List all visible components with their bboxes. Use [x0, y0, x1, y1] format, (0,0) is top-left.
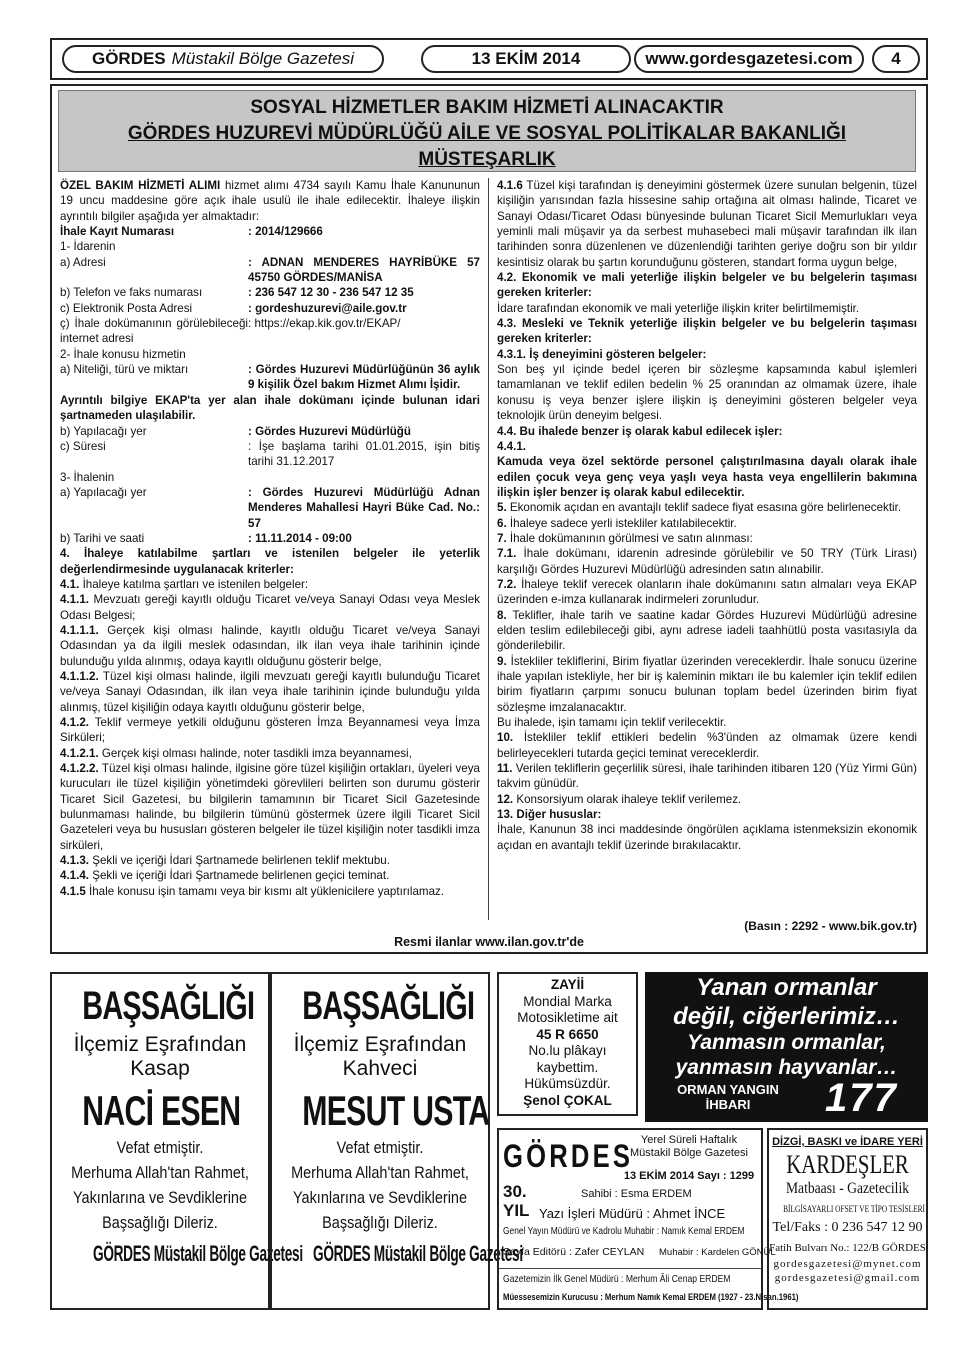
- lost-plate-notice: [497, 972, 638, 1116]
- notice-left-column: [60, 178, 480, 920]
- clause-text: Konsorsiyum olarak ihaleye teklif verilemez.: [513, 792, 742, 806]
- clause-bold: 9.: [497, 654, 507, 668]
- website-pill[interactable]: [634, 45, 864, 73]
- clause-text: Tüzel kişi olması halinde, ilgili mevzuatı gereği kayıtlı bulunduğu Ticaret ve/veya Sanayi Odasından, ilk ilan veya ihale tarihinin içinde bulunduğu yılda alınmış, tüzel kişiliğin odaya kayıtlı olduğunu gösterir belge,: [60, 670, 480, 714]
- ayrinti-text: Ayrıntılı bilgiye EKAP'ta yer alan ihale dokümanı içinde bulunan idari şartnameden ulaşılabilir.: [60, 393, 480, 423]
- page-number-pill: [872, 45, 920, 73]
- clause-paragraph: [497, 577, 917, 608]
- clause-paragraph: [60, 715, 480, 746]
- clause-bold: 4.1.1.1.: [60, 623, 99, 637]
- condolence-line4: Merhuma Allah'tan Rahmet,: [71, 1163, 249, 1182]
- zayi-plate: 45 R 6650: [536, 1026, 599, 1042]
- deceased-name: MESUT USTA: [302, 1087, 490, 1134]
- masthead-issue: 13 EKİM 2014 Sayı : 1299: [623, 1170, 755, 1182]
- condolence-line3: Vefat etmiştir.: [116, 1138, 204, 1157]
- clause-paragraph: [497, 454, 917, 500]
- clause-paragraph: [60, 577, 480, 592]
- clause-bold: 4.1.2.2.: [60, 762, 99, 776]
- clause-paragraph: [60, 592, 480, 623]
- condolence-title: BAŞSAĞLIĞI: [82, 984, 255, 1028]
- clause-paragraph: [497, 531, 917, 546]
- clause-paragraph: [60, 669, 480, 715]
- clause-bold: 4.1.: [60, 577, 80, 591]
- ihale-yer-value: : Gördes Huzurevi Müdürlüğü Adnan Menderes Mahallesi Hayri Büke Cad. No.: 57: [248, 485, 480, 530]
- condolence-line6: Başsağlığı Dileriz.: [102, 1213, 218, 1232]
- clause-bold: 13. Diğer hususlar:: [497, 808, 602, 822]
- clause-text: İstekliler teklif ettikleri bedelin %3'ünden az olmamak üzere kendi belirleyecekleri tutarda geçici teminat vereceklerdir.: [497, 731, 917, 760]
- clause-bold: 4.1.1.2.: [60, 670, 99, 683]
- clause-bold: 5.: [497, 501, 507, 515]
- date-pill: [421, 45, 631, 73]
- clause-bold: 7.1.: [497, 547, 517, 561]
- basin-credit: (Basın : 2292 - www.bik.gov.tr): [744, 919, 917, 933]
- telefon-label: b) Telefon ve faks numarası: [60, 286, 203, 300]
- clause-paragraph: [497, 715, 917, 730]
- clause-paragraph: [497, 608, 917, 654]
- clause-bold: 4.1.3.: [60, 854, 90, 868]
- masthead-founder: Müessesemizin Kurucusu : Merhum Namık Kemal ERDEM (1927 - 23.Nisan.1961): [503, 1292, 799, 1302]
- printer-email2[interactable]: gordesgazetesi@gmail.com: [774, 1272, 921, 1284]
- clause-paragraph: [497, 500, 917, 515]
- condolence-footer: GÖRDES Müstakil Bölge Gazetesi: [93, 1241, 303, 1266]
- notice-right-column: [497, 178, 917, 920]
- eposta-value[interactable]: : gordeshuzurevi@aile.gov.tr: [248, 301, 407, 315]
- clause-bold: 11.: [497, 762, 513, 776]
- clause-paragraph: [60, 761, 480, 853]
- clause-paragraph: [60, 853, 480, 868]
- clause-bold: 10.: [497, 731, 514, 745]
- forest-hotline-label: [653, 1082, 803, 1112]
- printer-info: [767, 1128, 928, 1310]
- clause-bold: Kamuda veya özel sektörde personel çalıştırılmasına dayalı olarak ihale edilen çocuk veya genç veya yaşlı veya hasta veya engellilerin bakımına ilişkin işler benzer iş olarak kabul edilecektir.: [497, 455, 917, 499]
- condolence-line4: Merhuma Allah'tan Rahmet,: [291, 1163, 469, 1182]
- yer-value: : Gördes Huzurevi Müdürlüğü: [248, 424, 411, 438]
- printer-services: BİLGİSAYARLI OFSET VE TİPO TESİSLERİ: [783, 1204, 926, 1214]
- forest-line2: değil, ciğerlerimiz…: [673, 1003, 900, 1030]
- deceased-name: NACİ ESEN: [82, 1087, 241, 1134]
- clause-bold: 4.4. Bu ihalede benzer iş olarak kabul edilecek işler:: [497, 424, 783, 438]
- clause-paragraph: [497, 516, 917, 531]
- clause-text: Ekonomik açıdan en avantajlı teklif sadece fiyat esasına göre belirlenecektir.: [506, 501, 902, 515]
- zayi-line5: kaybettim.: [536, 1059, 599, 1075]
- clause-paragraph: [497, 178, 917, 270]
- clause-text: İhale dokümanının görülmesi ve satın alınması:: [506, 531, 753, 545]
- condolence-title: BAŞSAĞLIĞI: [302, 984, 475, 1028]
- masthead-separator: [499, 1268, 761, 1269]
- intro-text: hizmet alımı 4734 sayılı Kamu İhale Kanununun 19 uncu maddesine göre açık ihale usulü ile ihale edilecektir. İhaleye ilişkin ayrıntılı bilgiler aşağıda yer almaktadır:: [60, 179, 480, 223]
- clause-bold: 4.1.4.: [60, 869, 90, 883]
- notice-title-line1: SOSYAL HİZMETLER BAKIM HİZMETİ ALINACAKTIR: [250, 97, 724, 118]
- clause-paragraph: [60, 623, 480, 669]
- clause-paragraph: [497, 439, 917, 454]
- printer-sub: Matbaası - Gazetecilik: [785, 1180, 910, 1197]
- masthead-type1: Yerel Süreli Haftalık: [640, 1134, 738, 1146]
- masthead-type2: Müstakil Bölge Gazetesi: [630, 1147, 748, 1159]
- clause-bold: 12.: [497, 792, 514, 806]
- printer-email1[interactable]: gordesgazetesi@mynet.com: [773, 1258, 922, 1270]
- issue-date: 13 EKİM 2014: [471, 49, 581, 68]
- condolence-line1: İlçemiz Eşrafından: [73, 1033, 247, 1056]
- condolence-line2: Kasap: [130, 1057, 190, 1080]
- paper-name: GÖRDES: [91, 49, 166, 68]
- intro-bold: ÖZEL BAKIM HİZMETİ ALIMI: [60, 179, 221, 192]
- zayi-line1: Mondial Marka: [523, 993, 612, 1009]
- clause-paragraph: [497, 301, 917, 316]
- printer-tel: Tel/Faks : 0 236 547 12 90: [772, 1220, 923, 1235]
- clause-paragraph: [497, 822, 917, 853]
- clause-bold: 4.1.6: [497, 179, 523, 192]
- condolence-line3: Vefat etmiştir.: [336, 1138, 424, 1157]
- clause-paragraph: [497, 730, 917, 761]
- clause-paragraph: [497, 362, 917, 423]
- masthead-name: GÖRDES: [503, 1138, 634, 1174]
- clause-text: İhale, Kanunun 38 inci maddesinde öngörülen açıklama istenmeksizin ekonomik açıdan en avantajlı teklif üzerinde bırakılacaktır.: [497, 823, 917, 852]
- clause-text: İhaleye katılma şartları ve istenilen belgeler:: [79, 577, 309, 591]
- condolence-line6: Başsağlığı Dileriz.: [322, 1213, 438, 1232]
- clause-text: Son beş yıl içinde bedel içeren bir sözleşme kapsamında kabul işlemleri tamamlanan ve teklif edilen bedelin % 25 oranından az olmamak üzere, ihale konusu iş veya benzer işlere ilişkin iş deneyimini gösteren belgeler veya teknolojik ürün deneyim belgesi.: [497, 363, 917, 423]
- dokuman-label: ç) İhale dokümanının görülebileceği internet adresi: [60, 317, 248, 346]
- masthead-first-manager: Gazetemizin İlk Genel Müdürü : Merhum Âli Cenap ERDEM: [503, 1274, 731, 1285]
- clause-text: İhale konusu işin tamamı veya bir kısmı alt yüklenicilere yaptırılamaz.: [85, 884, 445, 898]
- clause-text: Gerçek kişi olması halinde, kayıtlı olduğu Ticaret ve/veya Sanayi Odasından ya da ilgili meslek odasından, ilk ilan veya ihale tarihinin içinde bulunduğu yılda alınmış, odaya kayıtlı olduğunu gösterir belge,: [60, 623, 480, 668]
- eposta-label: c) Elektronik Posta Adresi: [60, 301, 193, 315]
- zayi-owner: Şenol ÇOKAL: [523, 1092, 612, 1108]
- clause-text: Şekli ve içeriği İdari Şartnamede belirlenen teklif mektubu.: [89, 854, 390, 868]
- masthead-year-num: 30.: [503, 1182, 527, 1201]
- masthead-year: [503, 1182, 529, 1220]
- clause-bold: 4.1.5: [60, 884, 86, 898]
- condolence-line1: İlçemiz Eşrafından: [293, 1033, 467, 1056]
- clause-text: Tüzel kişi tarafından iş deneyimini göstermek üzere sunulan belgenin, tüzel kişiliğin yarısından fazla hissesine sahip ortağına ait olması halinde, Ticaret ve Sanayi Odası/Ticaret Odası bünyesinde bulunan Ticaret Sicil Memurlukları veya yeminli mali müşavir ya da serbest muhasebeci mali müşavir tarafından ilk ilan tarihinden sonra düzenlenen ve düzenlendiği tarihten geriye doğru son bir yıldır kesintisiz olarak bu şartın korunduğunu gösteren, standart forma uygun belge,: [497, 179, 917, 269]
- masthead: [497, 1128, 799, 1310]
- yer-label: b) Yapılacağı yer: [60, 424, 147, 438]
- konu-heading: 2- İhale konusu hizmetin: [60, 347, 186, 361]
- kayit-value: : 2014/129666: [248, 225, 323, 239]
- clause-paragraph: [497, 761, 917, 792]
- masthead-year-word: YIL: [503, 1201, 530, 1220]
- telefon-value: : 236 547 12 30 - 236 547 12 35: [248, 286, 414, 300]
- ihalenin-heading: 3- İhalenin: [60, 470, 115, 484]
- clause-bold: 4. İhaleye katılabilme şartları ve istenilen belgeler ile yeterlik değerlendirmesinde uygulanacak kriterler:: [60, 547, 480, 576]
- clause-paragraph: [497, 347, 917, 362]
- fire-hotline-number: 177: [825, 1076, 898, 1120]
- left-clauses: [60, 546, 480, 899]
- clause-paragraph: [60, 546, 480, 577]
- masthead-page-editor: Sayfa Editörü : Zafer CEYLAN: [503, 1246, 645, 1258]
- clause-bold: 7.2.: [497, 577, 517, 591]
- zayi-line6: Hükümsüzdür.: [524, 1076, 611, 1091]
- clause-bold: 4.1.2.1.: [60, 746, 99, 760]
- masthead-editor: Yazı İşleri Müdürü : Ahmet İNCE: [539, 1206, 726, 1221]
- clause-paragraph: [497, 270, 917, 301]
- clause-text: Mevzuatı gereği kayıtlı olduğu Ticaret ve/veya Sanayi Odası veya Meslek Odası Belgesi;: [60, 593, 480, 622]
- clause-text: Verilen tekliflerin geçerlilik süresi, ihale tarihinden itibaren 120 (Yüz Yirmi Gün) takvim günüdür.: [497, 762, 917, 791]
- clause-bold: 4.4.1.: [497, 439, 527, 453]
- forest-line1: Yanan ormanlar: [696, 974, 877, 1001]
- clause-paragraph: [497, 792, 917, 807]
- clause-text: Şekli ve içeriği İdari Şartnamede belirlenen geçici teminat.: [89, 869, 390, 883]
- masthead-reporter: Muhabir : Kardelen GÖNÜL: [659, 1247, 776, 1258]
- clause-bold: 4.3. Mesleki ve Teknik yeterliğe ilişkin belgeler ve bu belgelerin taşıması gereken kriterler:: [497, 317, 917, 346]
- clause-paragraph: [60, 884, 480, 899]
- condolence-line5: Yakınlarına ve Sevdiklerine: [292, 1188, 468, 1207]
- clause-bold: 7.: [497, 531, 507, 545]
- page-number: 4: [891, 49, 901, 68]
- condolence-naci-esen: [50, 972, 303, 1310]
- clause-bold: 6.: [497, 516, 507, 530]
- right-clauses: [497, 178, 917, 853]
- clause-paragraph: [497, 807, 917, 822]
- printer-head: DİZGİ, BASKI ve İDARE YERİ: [772, 1136, 923, 1148]
- website-link[interactable]: www.gordesgazetesi.com: [645, 49, 853, 68]
- clause-text: Teklifler, ihale tarih ve saatine kadar Gördes Huzurevi Müdürlüğü adresine elden teslim edilebileceği gibi, aynı adrese iadeli taahhütlü posta vasıtasıyla da gönderilebilir.: [497, 608, 917, 653]
- zayi-title: ZAYİİ: [550, 977, 585, 992]
- suresi-label: c) Süresi: [60, 439, 106, 453]
- forest-line5: ORMAN YANGIN: [677, 1082, 779, 1097]
- dokuman-value[interactable]: : https://ekap.kik.gov.tr/EKAP/: [248, 317, 401, 331]
- forest-line4: yanmasın hayvanlar…: [675, 1056, 898, 1079]
- paper-name-pill: [62, 45, 384, 73]
- masthead-general: Genel Yayın Müdürü ve Kadrolu Muhabir : Namık Kemal ERDEM: [503, 1226, 745, 1237]
- clause-bold: 4.1.1.: [60, 593, 90, 607]
- clause-text: Tüzel kişi olması halinde, ilgisine göre tüzel kişiliğin ortakları, üyeleri veya kurucuları ile tüzel kişiliğin yönetimdeki görevlileri belirten son durumu gösterir Ticaret Sicil Gazetesi, bu bilgilerin tamamının bir Ticaret Sicil Gazetesinde bulunmaması halinde, bu bilgilerin tümünü göstermek üzere ilgili Ticaret Sicil Gazeteleri veya bu hususları gösteren belgeler ile tüzel kişiliğin noter tasdikli imza sirküleri,: [60, 762, 480, 852]
- clause-paragraph: [60, 746, 480, 761]
- resmi-ilanlar: Resmi ilanlar www.ilan.gov.tr'de: [394, 935, 584, 949]
- adres-label: a) Adresi: [60, 255, 106, 269]
- column-divider: [488, 178, 489, 920]
- clause-bold: 4.1.2.: [60, 716, 90, 730]
- clause-paragraph: [497, 654, 917, 715]
- clause-text: İstekliler tekliflerini, Birim fiyatlar üzerinden vereceklerdir. İhale sonucu üzerine ihale yapılan istekliyle, her bir iş kaleminin miktarı ile bu kalemler için teklif edilen birim fiyatların çarpımı sonucu bulunan toplam bedel üzerinden birim fiyat sözleşme imzalanacaktır.: [497, 654, 917, 714]
- clause-text: Bu ihalede, işin tamamı için teklif verilecektir.: [497, 716, 727, 730]
- forest-line3: Yanmasın ormanlar,: [687, 1031, 886, 1054]
- nitelik-value: : Gördes Huzurevi Müdürlüğünün 36 aylık 9 kişilik Özel bakım Hizmet Alımı İşidir.: [248, 363, 480, 392]
- clause-text: İhaleye teklif verecek olanların ihale dokümanını satın almaları veya EKAP üzerinden e-imza kullanarak indirmeleri zorunludur.: [497, 577, 917, 607]
- kayit-label: İhale Kayıt Numarası: [60, 225, 175, 239]
- clause-paragraph: [497, 424, 917, 439]
- printer-address: Fatih Bulvarı No.: 122/B GÖRDES: [769, 1242, 926, 1254]
- ihale-yer-label: a) Yapılacağı yer: [60, 485, 147, 499]
- tarih-value: : 11.11.2014 - 09:00: [248, 531, 352, 545]
- masthead-owner: Sahibi : Esma ERDEM: [581, 1188, 692, 1200]
- notice-title-line2: GÖRDES HUZUREVİ MÜDÜRLÜĞÜ AİLE VE SOSYAL POLİTİKALAR BAKANLIĞI: [127, 123, 847, 144]
- adres-value: : ADNAN MENDERES HAYRİBÜKE 57 45750 GÖRDES/MANİSA: [248, 255, 480, 285]
- clause-text: Gerçek kişi olması halinde, noter tasdikli imza beyannamesi,: [98, 746, 412, 760]
- masthead-type: [619, 1134, 759, 1160]
- clause-text: İdare tarafından ekonomik ve mali yeterliğe ilişkin kriter belirtilmemiştir.: [497, 301, 860, 315]
- clause-paragraph: [497, 316, 917, 347]
- condolence-line5: Yakınlarına ve Sevdiklerine: [72, 1188, 248, 1207]
- clause-bold: 8.: [497, 608, 507, 622]
- condolence-line2: Kahveci: [342, 1057, 418, 1080]
- suresi-value: : İşe başlama tarihi 01.01.2015, işin bitiş tarihi 31.12.2017: [248, 439, 480, 469]
- paper-subtitle: Müstakil Bölge Gazetesi: [171, 49, 355, 68]
- condolence-footer: GÖRDES Müstakil Bölge Gazetesi: [313, 1241, 523, 1266]
- clause-bold: 4.2. Ekonomik ve mali yeterliğe ilişkin belgeler ve bu belgelerin taşıması gereken kriterler:: [497, 271, 917, 300]
- printer-name: KARDEŞLER: [786, 1150, 909, 1179]
- clause-text: İhaleye sadece yerli istekliler katılabilecektir.: [506, 516, 737, 530]
- zayi-line4: No.lu plâkayı: [528, 1043, 607, 1058]
- clause-paragraph: [497, 546, 917, 577]
- clause-text: Teklif vermeye yetkili olduğunu gösteren İmza Beyannamesi veya İmza Sirküleri;: [60, 716, 480, 745]
- clause-bold: 4.3.1. İş deneyimini gösteren belgeler:: [497, 347, 707, 361]
- notice-title: [58, 90, 916, 172]
- zayi-line2: Motosikletime ait: [517, 1010, 618, 1025]
- clause-text: İhale dokümanı, idarenin adresinde görülebilir ve 50 TRY (Türk Lirası) karşılığı Gördes Huzurevi Müdürlüğü adresinden satın alınabilir.: [497, 547, 917, 576]
- nitelik-label: a) Niteliği, türü ve miktarı: [60, 363, 189, 377]
- notice-title-line3: MÜSTEŞARLIK: [418, 149, 556, 170]
- forest-fire-ad: [645, 972, 928, 1122]
- tarih-label: b) Tarihi ve saati: [60, 531, 145, 545]
- forest-line6: İHBARI: [705, 1097, 751, 1112]
- idare-heading: 1- İdarenin: [60, 240, 116, 254]
- clause-paragraph: [60, 868, 480, 883]
